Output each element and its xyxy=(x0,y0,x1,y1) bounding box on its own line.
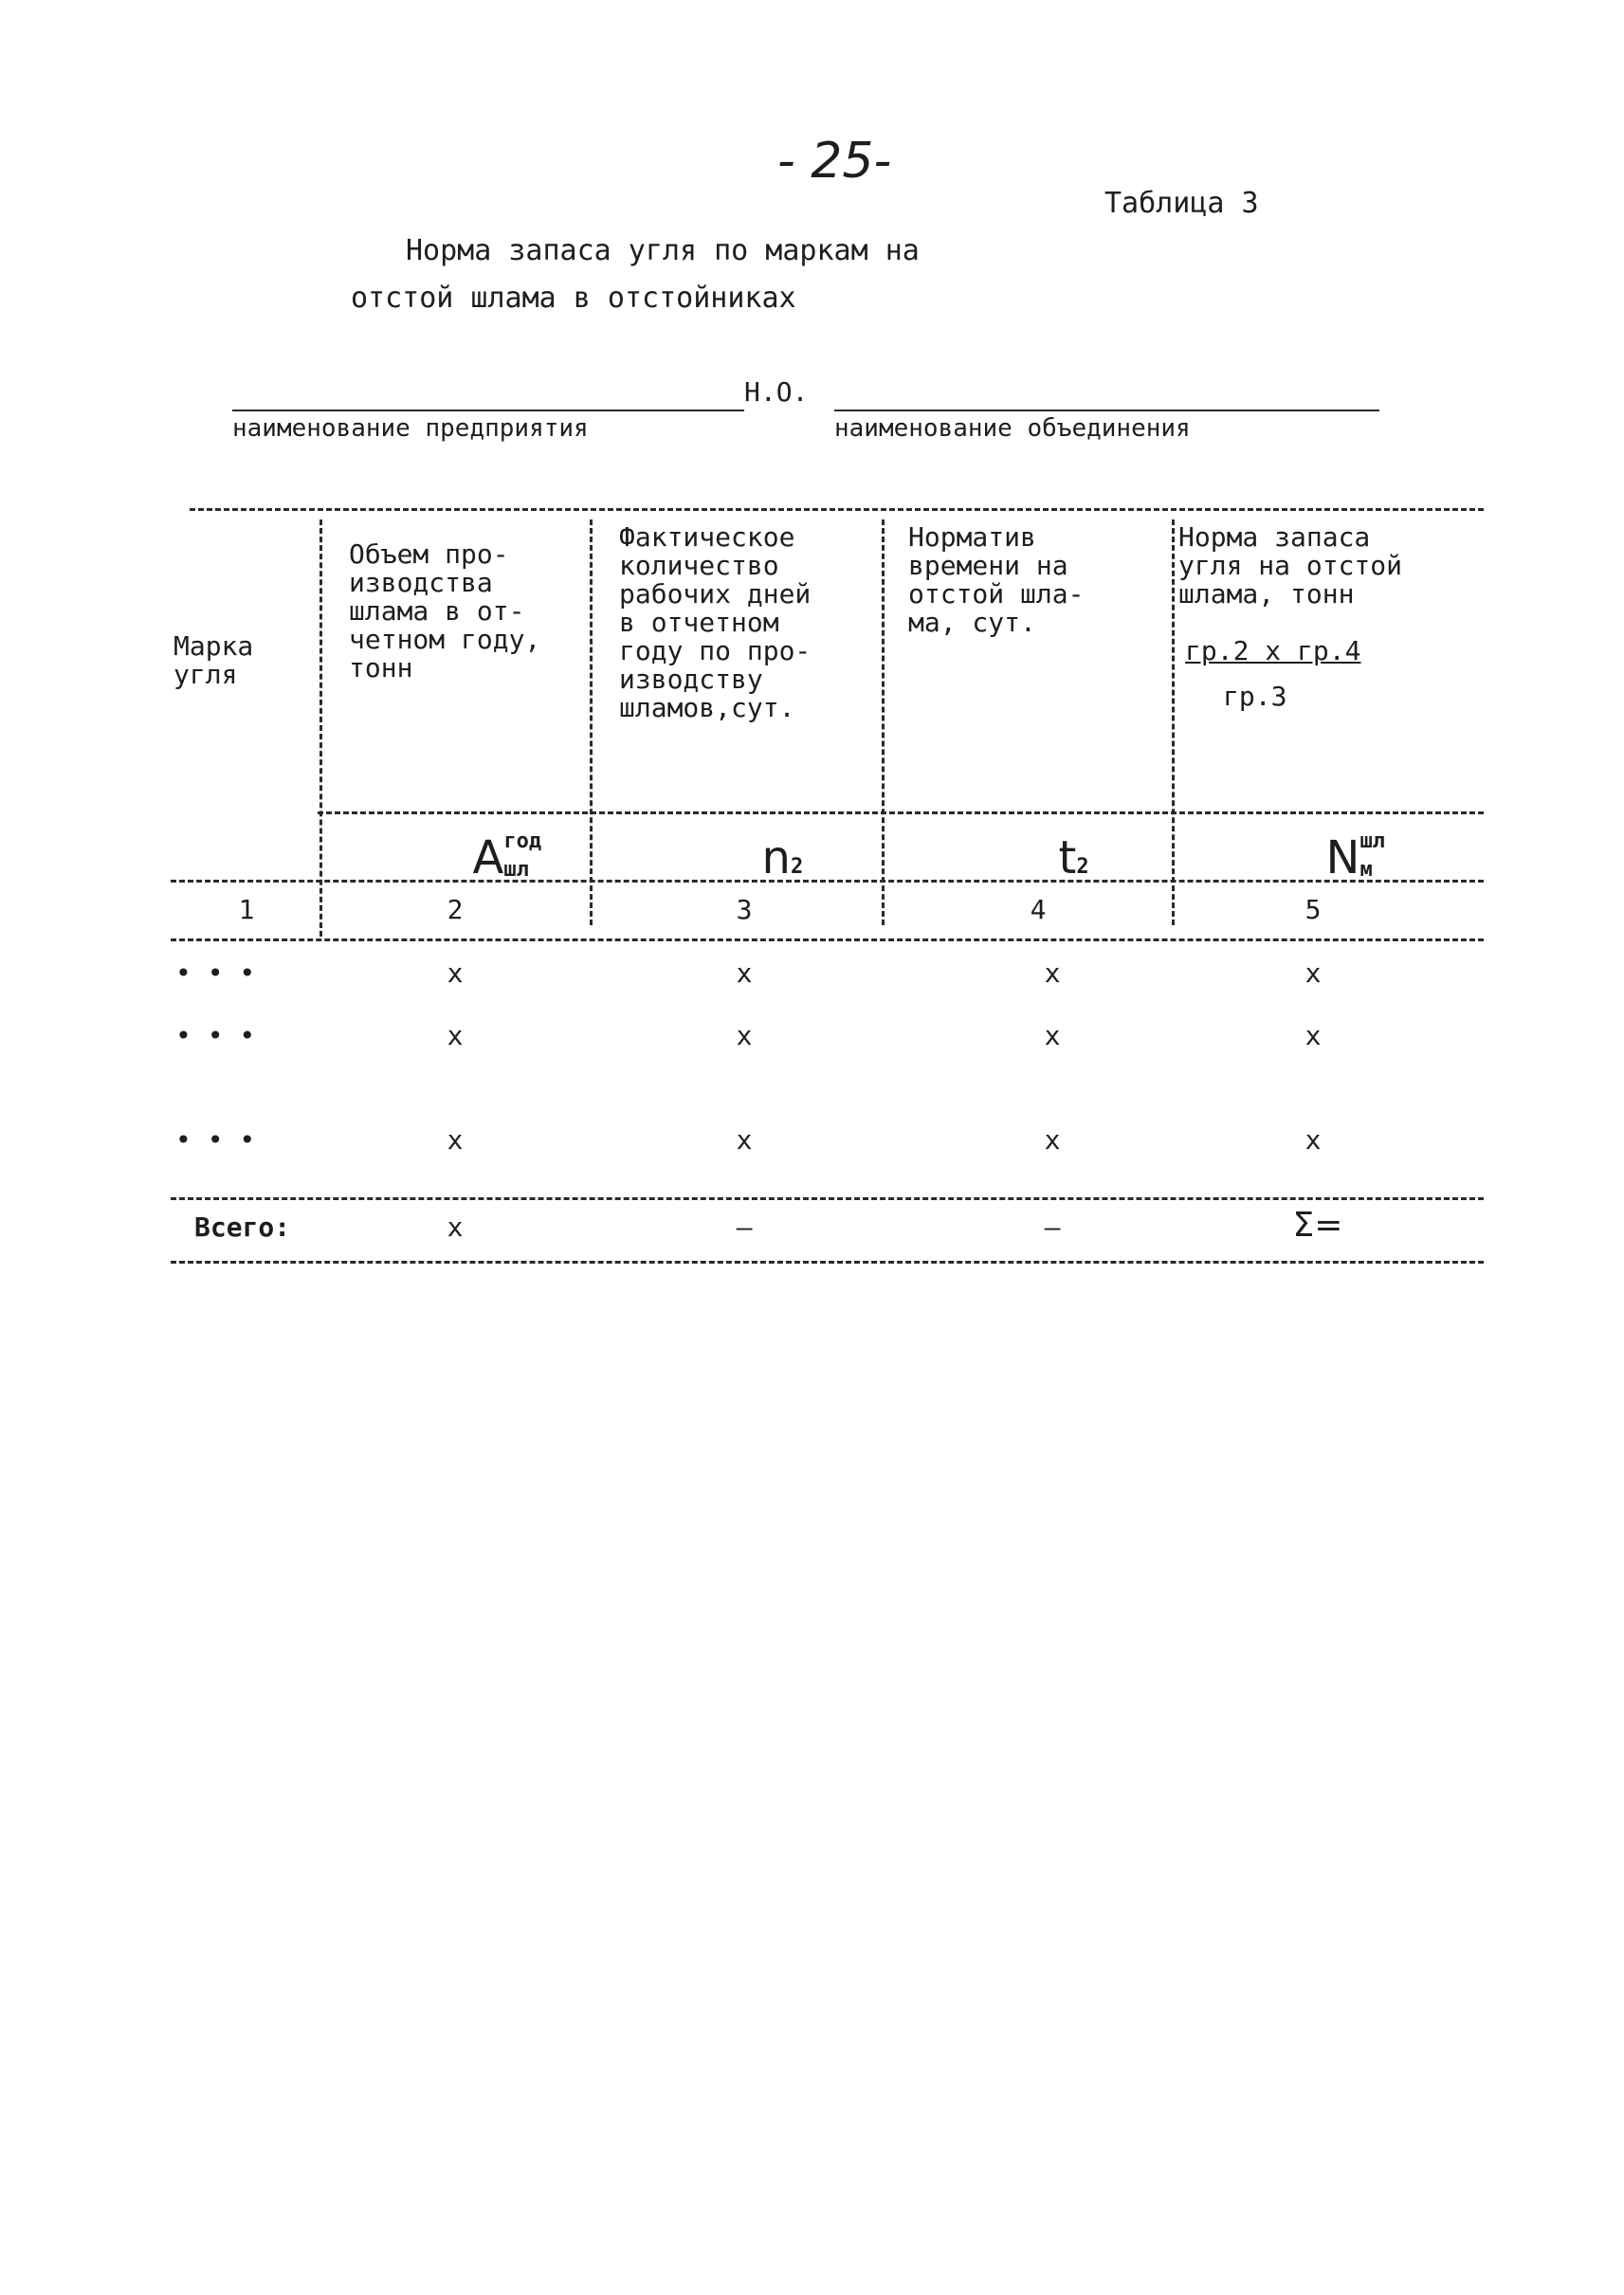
total-cell: – xyxy=(736,1211,753,1243)
row-cell: x xyxy=(1305,1124,1322,1156)
row-cell: x xyxy=(1044,1020,1061,1051)
symbol-base: t xyxy=(1058,831,1077,884)
total-label: Всего: xyxy=(194,1211,291,1243)
row-cell: x xyxy=(1305,957,1322,989)
row-cell: x xyxy=(447,957,464,989)
header-sludge-volume: Объем про- изводства шлама в от- четном году, тонн xyxy=(349,538,541,683)
symbol-t2 xyxy=(1022,813,1089,902)
col-sep-4 xyxy=(1172,519,1175,925)
total-cell: – xyxy=(1044,1211,1061,1243)
symbol-sub: м xyxy=(1359,858,1373,882)
col-number-5: 5 xyxy=(1305,894,1322,925)
symbol-base: A xyxy=(472,831,504,884)
association-label: наименование объединения xyxy=(834,414,1191,443)
col-sep-3 xyxy=(882,519,885,925)
symbol-sub: шл xyxy=(503,858,529,882)
row-cell: x xyxy=(736,957,753,989)
no-mark: Н.О. xyxy=(744,376,809,408)
row-cell: x xyxy=(736,1020,753,1051)
symbols-bottom-rule xyxy=(171,880,1484,883)
col-sep-1 xyxy=(319,519,322,937)
symbol-sup: шл xyxy=(1359,829,1385,853)
table-label: Таблица 3 xyxy=(1104,187,1259,220)
symbol-n-sludge-m xyxy=(1289,813,1385,902)
row-cell: x xyxy=(447,1124,464,1156)
title-line-1: Норма запаса угля по маркам на xyxy=(406,234,920,267)
symbol-a-year-sludge xyxy=(436,813,541,902)
symbol-n2 xyxy=(725,813,803,902)
col-number-1: 1 xyxy=(238,894,255,925)
total-cell: x xyxy=(447,1211,464,1243)
total-sum: Σ= xyxy=(1292,1206,1343,1245)
col-number-2: 2 xyxy=(447,894,464,925)
symbol-base: N xyxy=(1325,831,1360,884)
association-line xyxy=(834,410,1379,411)
header-working-days: Фактическое количество рабочих дней в отчетном году по про- изводству шламов,сут. xyxy=(619,521,812,723)
row-cell: x xyxy=(1044,1124,1061,1156)
col-number-4: 4 xyxy=(1030,894,1047,925)
table-top-rule xyxy=(190,508,1484,511)
row-grade: • • • xyxy=(175,1020,256,1051)
row-grade: • • • xyxy=(175,957,256,989)
header-time-norm: Норматив времени на отстой шла- ма, сут. xyxy=(908,521,1085,638)
symbol-sup: год xyxy=(503,829,542,853)
enterprise-line xyxy=(232,410,744,411)
symbol-sub: 2 xyxy=(1076,855,1089,879)
col-sep-2 xyxy=(590,519,593,925)
table-bottom-rule xyxy=(171,1261,1484,1264)
row-cell: x xyxy=(736,1124,753,1156)
numbers-bottom-rule xyxy=(171,938,1484,941)
header-stock-norm: Норма запаса угля на отстой шлама, тонн xyxy=(1178,521,1403,610)
row-cell: x xyxy=(1044,957,1061,989)
symbol-base: n xyxy=(761,831,791,884)
row-cell: x xyxy=(1305,1020,1322,1051)
header-coal-grade: Марка угля xyxy=(173,630,254,690)
title-line-2: отстой шлама в отстойниках xyxy=(351,282,796,315)
row-grade: • • • xyxy=(175,1124,256,1156)
row-cell: x xyxy=(447,1020,464,1051)
page-number: - 25- xyxy=(777,133,892,190)
enterprise-label: наименование предприятия xyxy=(232,414,589,443)
header-formula-numerator: гр.2 х гр.4 xyxy=(1185,635,1361,666)
rows-bottom-rule xyxy=(171,1197,1484,1200)
header-formula-denominator: гр.3 xyxy=(1223,681,1287,712)
col-number-3: 3 xyxy=(736,894,753,925)
symbol-sub: 2 xyxy=(790,855,804,879)
